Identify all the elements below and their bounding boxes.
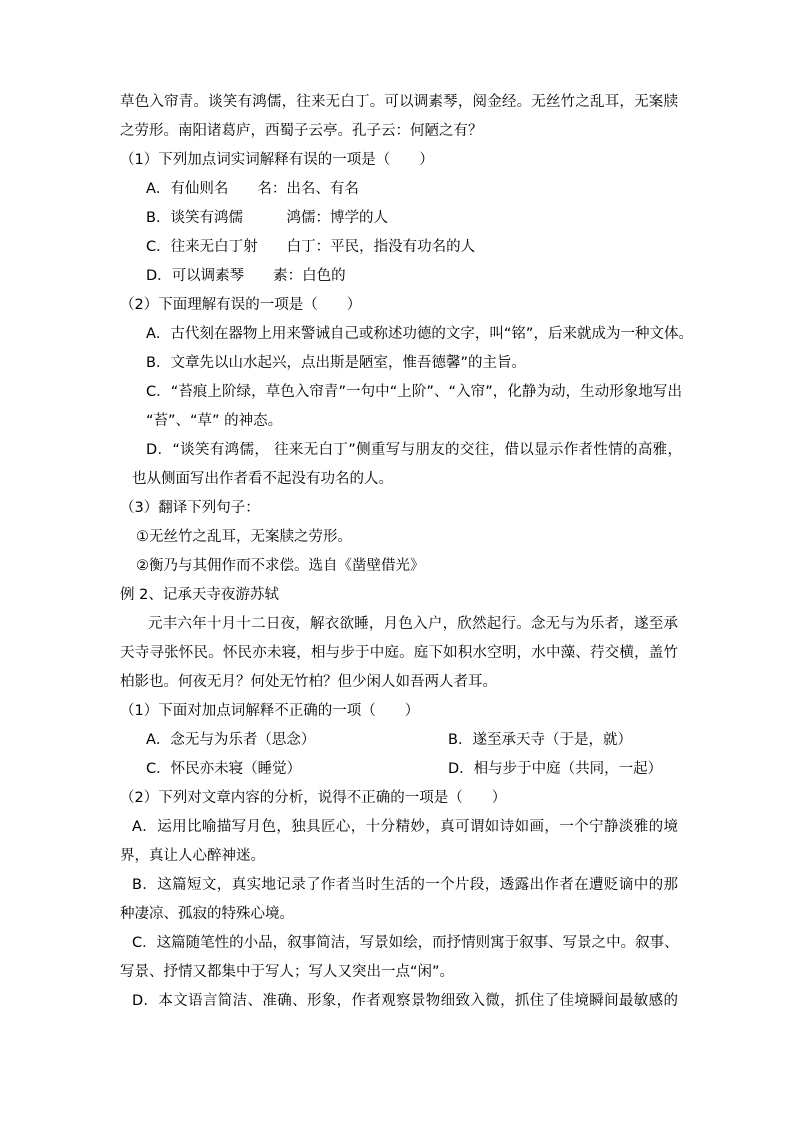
question-5-option-b: B．这篇短文，真实地记录了作者当时生活的一个片段，透露出作者在遭贬谪中的那 (132, 877, 678, 893)
question-4-option-d: D．相与步于中庭（共同，一起） (448, 761, 663, 777)
question-5-option-c: C．这篇随笔性的小品，叙事简洁，写景如绘，而抒情则寓于叙事、写景之中。叙事、 (132, 935, 679, 951)
question-5-option-d: D．本文语言简洁、准确、形象，作者观察景物细致入微，抓住了佳境瞬间最敏感的 (132, 993, 678, 1009)
question-4-option-a: A．念无与为乐者（思念） (146, 732, 316, 748)
question-2-option-a: A．古代刻在器物上用来警诫自己或称述功德的文字，叫“铭”，后来就成为一种文体。 (146, 326, 693, 342)
question-5-option-b-continued: 种凄凉、孤寂的特殊心境。 (120, 906, 294, 922)
passage-2-line-3: 柏影也。何夜无月？何处无竹柏？但少闲人如吾两人者耳。 (120, 674, 497, 690)
passage-line-1: 草色入帘青。谈笑有鸿儒，往来无白丁。可以调素琴，阅金经。无丝竹之乱耳，无案牍 (120, 94, 678, 110)
question-3-sentence-1: ①无丝竹之乱耳，无案牍之劳形。 (136, 529, 352, 545)
question-3-sentence-2: ②衡乃与其佣作而不求偿。选自《凿壁借光》 (136, 558, 425, 574)
question-5-option-c-continued: 写景、抒情又都集中于写人；写人又突出一点“闲”。 (120, 964, 455, 980)
passage-2-line-1: 元丰六年十月十二日夜，解衣欲睡，月色入户，欣然起行。念无与为乐者，遂至承 (148, 616, 678, 632)
question-2-option-d: D．“谈笑有鸿儒， 往来无白丁”侧重写与朋友的交往，借以显示作者性情的高雅， (146, 442, 682, 458)
passage-line-2: 之劳形。南阳诸葛庐，西蜀子云亭。孔子云：何陋之有？ (120, 123, 483, 139)
question-1-option-c: C．往来无白丁射 白丁：平民，指没有功名的人 (146, 239, 476, 255)
question-5-stem: （2）下列对文章内容的分析，说得不正确的一项是（ ） (120, 790, 507, 806)
question-4-option-b: B．遂至承天寺（于是，就） (448, 732, 632, 748)
question-5-option-a-continued: 界，真让人心醉神迷。 (120, 848, 265, 864)
question-3-stem: （3）翻译下列句子： (120, 500, 260, 516)
question-2-option-d-continued: 也从侧面写出作者看不起没有功名的人。 (132, 471, 393, 487)
question-2-option-b: B．文章先以山水起兴，点出斯是陋室，惟吾德馨”的主旨。 (146, 355, 526, 371)
question-2-option-c-continued: “苔”、“草” 的神态。 (146, 413, 283, 429)
question-1-option-a: A．有仙则名 名：出名、有名 (146, 181, 359, 197)
question-1-stem: （1）下列加点词实词解释有误的一项是（ ） (120, 152, 434, 168)
example-2-title: 例 2、记承天寺夜游苏轼 (120, 587, 279, 603)
question-2-option-c: C．“苔痕上阶绿，草色入帘青”一句中“上阶”、“入帘”，化静为动，生动形象地写出 (146, 384, 682, 400)
question-4-stem: （1）下面对加点词解释不正确的一项（ ） (120, 703, 420, 719)
question-2-stem: （2）下面理解有误的一项是（ ） (120, 297, 362, 313)
question-1-option-d: D．可以调素琴 素：白色的 (146, 268, 346, 284)
question-4-option-c: C．怀民亦未寝（睡觉） (146, 761, 302, 777)
passage-2-line-2: 天寺寻张怀民。怀民亦未寝，相与步于中庭。庭下如积水空明，水中藻、荇交横，盖竹 (120, 645, 678, 661)
question-5-option-a: A．运用比喻描写月色，独具匠心，十分精妙，真可谓如诗如画，一个宁静淡雅的境 (132, 819, 678, 835)
question-1-option-b: B．谈笑有鸿儒 鸿儒：博学的人 (146, 210, 388, 226)
